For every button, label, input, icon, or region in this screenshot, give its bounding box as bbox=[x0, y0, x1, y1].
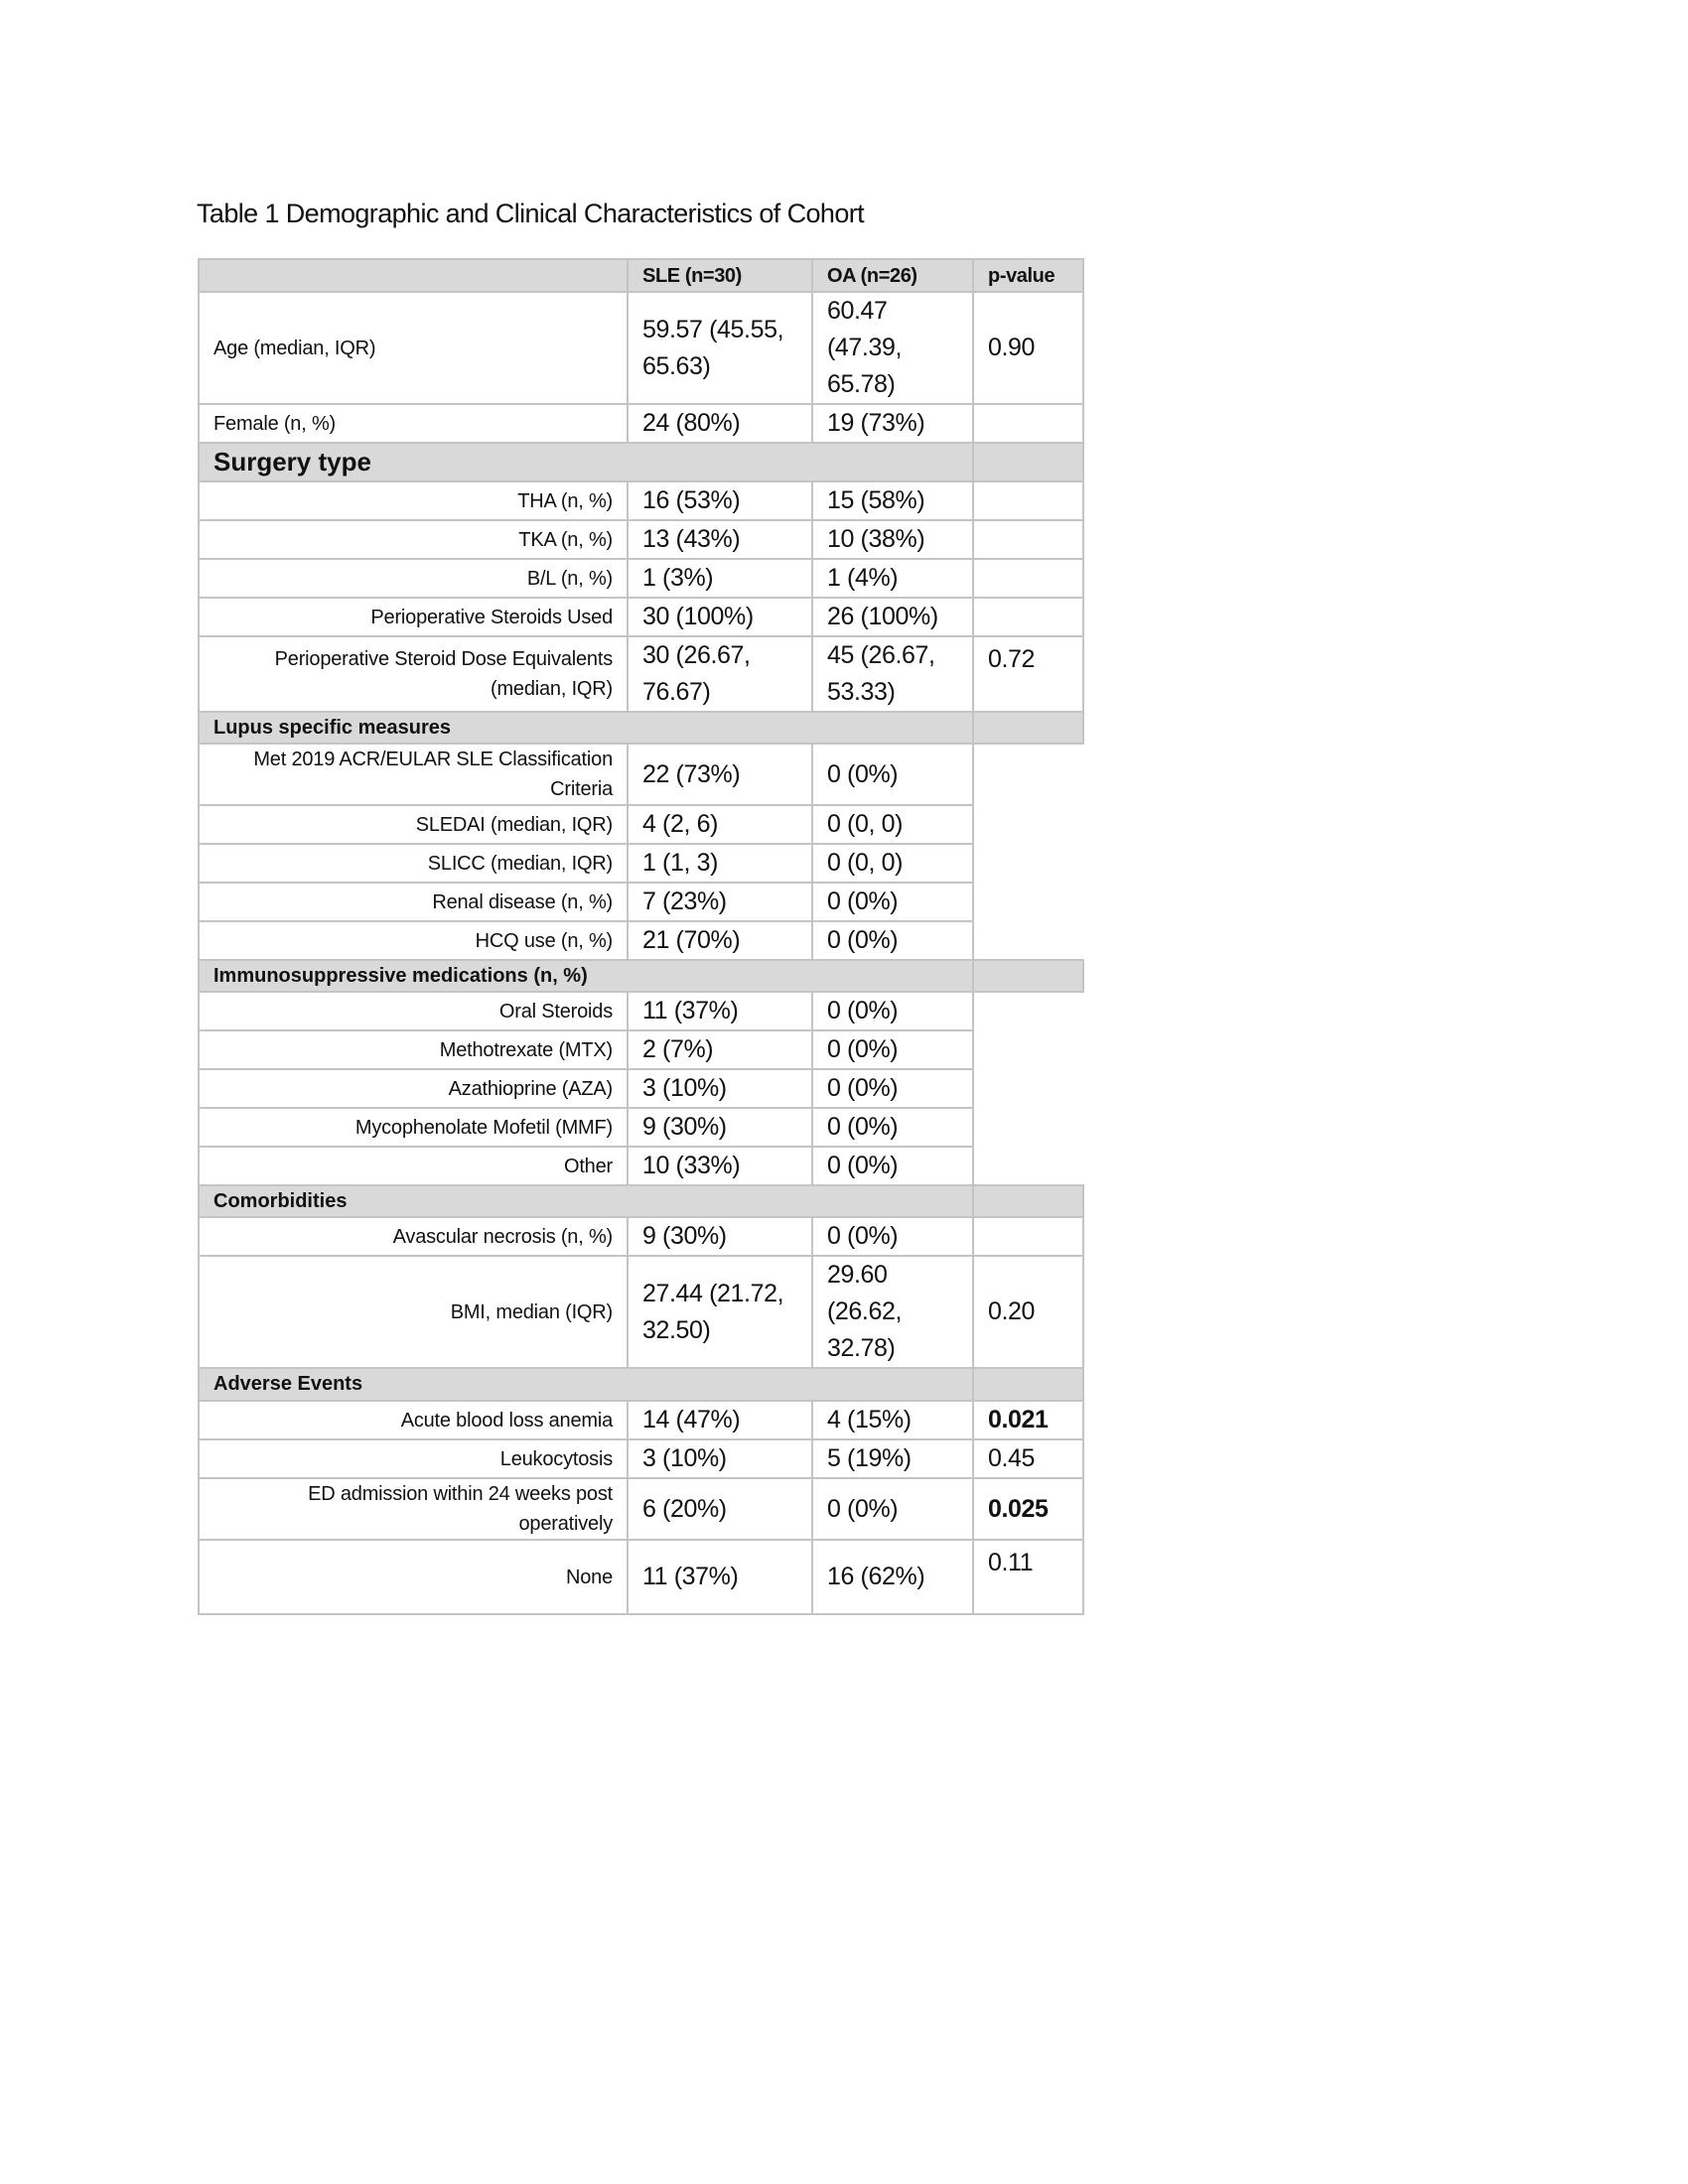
header-characteristic bbox=[199, 259, 628, 292]
row-label: Age (median, IQR) bbox=[199, 292, 628, 404]
row-label: Azathioprine (AZA) bbox=[199, 1069, 628, 1108]
sle-value: 6 (20%) bbox=[628, 1478, 812, 1540]
table-row bbox=[199, 1256, 1083, 1368]
row-label: None bbox=[199, 1540, 628, 1614]
oa-value: 0 (0%) bbox=[812, 883, 973, 921]
table-header-row bbox=[199, 259, 1083, 292]
p-value: 0.11 bbox=[973, 1540, 1083, 1614]
sle-value: 30 (26.67, 76.67) bbox=[628, 636, 812, 712]
oa-value: 19 (73%) bbox=[812, 404, 973, 443]
sle-value: 3 (10%) bbox=[628, 1439, 812, 1478]
oa-value: 0 (0%) bbox=[812, 1069, 973, 1108]
oa-value: 0 (0%) bbox=[812, 1108, 973, 1147]
section-p-value-cell bbox=[973, 1185, 1083, 1217]
table-row bbox=[199, 520, 1083, 559]
section-p-value-cell bbox=[973, 960, 1083, 992]
oa-value: 5 (19%) bbox=[812, 1439, 973, 1478]
section-header-row bbox=[199, 712, 1083, 744]
section-p-value-cell bbox=[973, 1368, 1083, 1401]
oa-value: 15 (58%) bbox=[812, 481, 973, 520]
section-label: Lupus specific measures bbox=[199, 712, 973, 744]
sle-value: 16 (53%) bbox=[628, 481, 812, 520]
oa-value: 4 (15%) bbox=[812, 1401, 973, 1439]
p-value: 0.90 bbox=[973, 292, 1083, 404]
row-label: Methotrexate (MTX) bbox=[199, 1030, 628, 1069]
row-label: Perioperative Steroids Used bbox=[199, 598, 628, 636]
table-row bbox=[199, 1030, 1083, 1069]
row-label: THA (n, %) bbox=[199, 481, 628, 520]
oa-value: 0 (0%) bbox=[812, 1217, 973, 1256]
oa-value: 16 (62%) bbox=[812, 1540, 973, 1614]
sle-value: 11 (37%) bbox=[628, 992, 812, 1030]
table-row bbox=[199, 481, 1083, 520]
sle-value: 4 (2, 6) bbox=[628, 805, 812, 844]
section-header-row bbox=[199, 443, 1083, 481]
p-value bbox=[973, 404, 1083, 443]
p-value bbox=[973, 559, 1083, 598]
p-value bbox=[973, 805, 1083, 844]
sle-value: 9 (30%) bbox=[628, 1108, 812, 1147]
row-label: SLEDAI (median, IQR) bbox=[199, 805, 628, 844]
section-header-row bbox=[199, 960, 1083, 992]
header-p-value: p-value bbox=[973, 259, 1083, 292]
sle-value: 21 (70%) bbox=[628, 921, 812, 960]
p-value bbox=[973, 1030, 1083, 1069]
section-p-value-cell bbox=[973, 443, 1083, 481]
oa-value: 0 (0, 0) bbox=[812, 805, 973, 844]
p-value bbox=[973, 1147, 1083, 1185]
p-value bbox=[973, 598, 1083, 636]
sle-value: 27.44 (21.72, 32.50) bbox=[628, 1256, 812, 1368]
table-row bbox=[199, 1478, 1083, 1540]
row-label: Avascular necrosis (n, %) bbox=[199, 1217, 628, 1256]
table-row bbox=[199, 1401, 1083, 1439]
sle-value: 13 (43%) bbox=[628, 520, 812, 559]
oa-value: 0 (0%) bbox=[812, 1478, 973, 1540]
sle-value: 30 (100%) bbox=[628, 598, 812, 636]
sle-value: 24 (80%) bbox=[628, 404, 812, 443]
row-label: Mycophenolate Mofetil (MMF) bbox=[199, 1108, 628, 1147]
oa-value: 1 (4%) bbox=[812, 559, 973, 598]
table-row bbox=[199, 883, 1083, 921]
table-row bbox=[199, 598, 1083, 636]
row-label: Perioperative Steroid Dose Equivalents (median, IQR) bbox=[199, 636, 628, 712]
table-row bbox=[199, 921, 1083, 960]
row-label: TKA (n, %) bbox=[199, 520, 628, 559]
row-label: ED admission within 24 weeks post operatively bbox=[199, 1478, 628, 1540]
table-row bbox=[199, 1108, 1083, 1147]
oa-value: 0 (0%) bbox=[812, 1147, 973, 1185]
table-row bbox=[199, 744, 1083, 805]
p-value bbox=[973, 844, 1083, 883]
table-row bbox=[199, 1540, 1083, 1614]
p-value: 0.20 bbox=[973, 1256, 1083, 1368]
sle-value: 3 (10%) bbox=[628, 1069, 812, 1108]
section-header-row bbox=[199, 1185, 1083, 1217]
sle-value: 59.57 (45.55, 65.63) bbox=[628, 292, 812, 404]
p-value bbox=[973, 1108, 1083, 1147]
section-p-value-cell bbox=[973, 712, 1083, 744]
row-label: Leukocytosis bbox=[199, 1439, 628, 1478]
row-label: B/L (n, %) bbox=[199, 559, 628, 598]
table-row bbox=[199, 559, 1083, 598]
table-row bbox=[199, 805, 1083, 844]
oa-value: 26 (100%) bbox=[812, 598, 973, 636]
section-label: Comorbidities bbox=[199, 1185, 973, 1217]
table-row bbox=[199, 1069, 1083, 1108]
p-value bbox=[973, 1217, 1083, 1256]
row-label: Oral Steroids bbox=[199, 992, 628, 1030]
oa-value: 60.47 (47.39, 65.78) bbox=[812, 292, 973, 404]
row-label: SLICC (median, IQR) bbox=[199, 844, 628, 883]
table-row bbox=[199, 1439, 1083, 1478]
oa-value: 0 (0%) bbox=[812, 1030, 973, 1069]
header-oa: OA (n=26) bbox=[812, 259, 973, 292]
sle-value: 14 (47%) bbox=[628, 1401, 812, 1439]
p-value bbox=[973, 992, 1083, 1030]
sle-value: 1 (3%) bbox=[628, 559, 812, 598]
table-title: Table 1 Demographic and Clinical Characteristics of Cohort bbox=[197, 199, 865, 228]
section-label: Surgery type bbox=[199, 443, 973, 481]
oa-value: 0 (0%) bbox=[812, 921, 973, 960]
row-label: Renal disease (n, %) bbox=[199, 883, 628, 921]
sle-value: 11 (37%) bbox=[628, 1540, 812, 1614]
p-value bbox=[973, 883, 1083, 921]
cohort-characteristics-table bbox=[198, 258, 1084, 1615]
row-label: BMI, median (IQR) bbox=[199, 1256, 628, 1368]
header-sle: SLE (n=30) bbox=[628, 259, 812, 292]
p-value bbox=[973, 744, 1083, 805]
p-value: 0.45 bbox=[973, 1439, 1083, 1478]
table-row bbox=[199, 404, 1083, 443]
sle-value: 7 (23%) bbox=[628, 883, 812, 921]
sle-value: 9 (30%) bbox=[628, 1217, 812, 1256]
sle-value: 2 (7%) bbox=[628, 1030, 812, 1069]
oa-value: 45 (26.67, 53.33) bbox=[812, 636, 973, 712]
row-label: Other bbox=[199, 1147, 628, 1185]
table-row bbox=[199, 844, 1083, 883]
table-row bbox=[199, 636, 1083, 712]
table-row bbox=[199, 992, 1083, 1030]
p-value bbox=[973, 1069, 1083, 1108]
sle-value: 1 (1, 3) bbox=[628, 844, 812, 883]
section-label: Adverse Events bbox=[199, 1368, 973, 1401]
sle-value: 10 (33%) bbox=[628, 1147, 812, 1185]
table-row bbox=[199, 292, 1083, 404]
p-value bbox=[973, 520, 1083, 559]
row-label: Female (n, %) bbox=[199, 404, 628, 443]
p-value: 0.025 bbox=[973, 1478, 1083, 1540]
oa-value: 29.60 (26.62, 32.78) bbox=[812, 1256, 973, 1368]
section-header-row bbox=[199, 1368, 1083, 1401]
oa-value: 0 (0%) bbox=[812, 992, 973, 1030]
row-label: HCQ use (n, %) bbox=[199, 921, 628, 960]
section-label: Immunosuppressive medications (n, %) bbox=[199, 960, 973, 992]
p-value bbox=[973, 481, 1083, 520]
oa-value: 0 (0%) bbox=[812, 744, 973, 805]
row-label: Met 2019 ACR/EULAR SLE Classification Criteria bbox=[199, 744, 628, 805]
p-value: 0.021 bbox=[973, 1401, 1083, 1439]
table-row bbox=[199, 1217, 1083, 1256]
p-value: 0.72 bbox=[973, 636, 1083, 712]
row-label: Acute blood loss anemia bbox=[199, 1401, 628, 1439]
table-row bbox=[199, 1147, 1083, 1185]
oa-value: 0 (0, 0) bbox=[812, 844, 973, 883]
p-value bbox=[973, 921, 1083, 960]
sle-value: 22 (73%) bbox=[628, 744, 812, 805]
oa-value: 10 (38%) bbox=[812, 520, 973, 559]
